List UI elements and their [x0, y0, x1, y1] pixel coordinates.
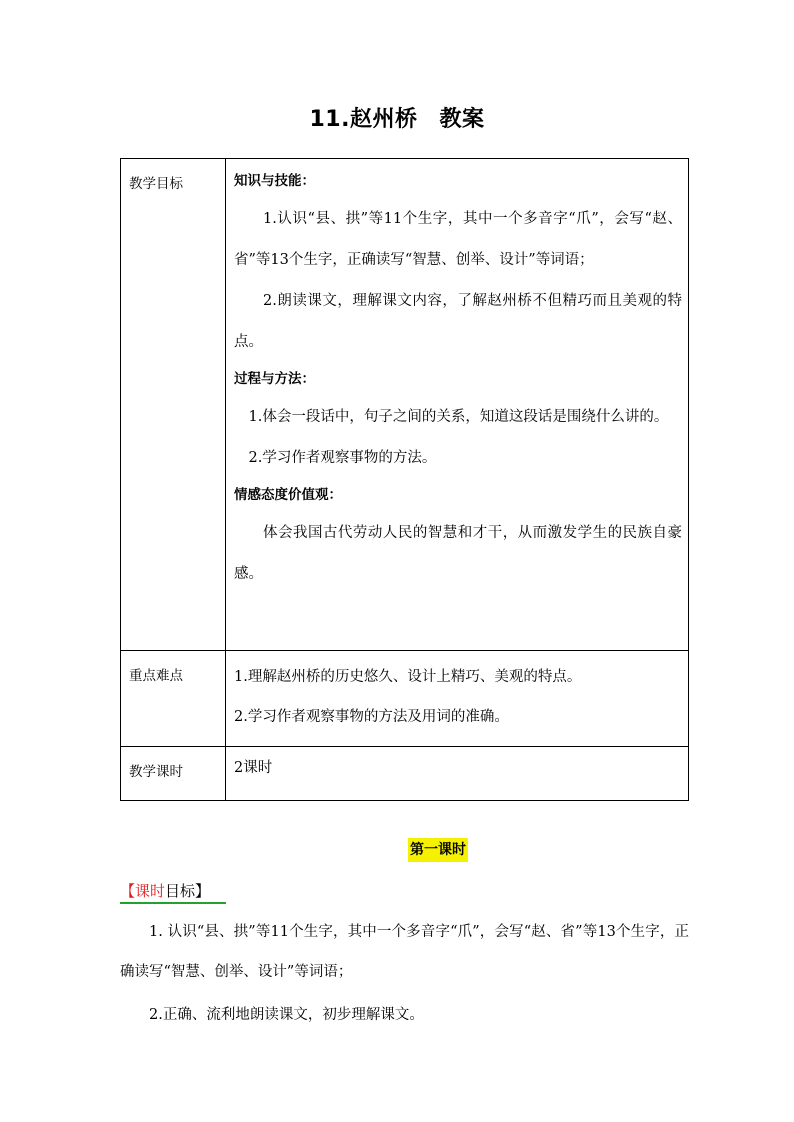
objectives-content — [226, 159, 689, 651]
title-number: 11. — [309, 107, 350, 132]
lesson-goal-1: 1. 认识“县、拱”等11个生字，其中一个多音字“爪”，会写“赵、省”等13个生字，正确读写“智慧、创举、设计”等词语； — [120, 924, 689, 980]
hours-content — [226, 747, 689, 801]
lesson-plan-table — [120, 158, 689, 801]
table-row-objectives — [121, 159, 689, 651]
process-heading: 过程与方法： — [234, 371, 315, 387]
goal-bracket-close: 】 — [195, 882, 211, 900]
objectives-label: 教学目标 — [121, 159, 226, 651]
knowledge-heading: 知识与技能： — [234, 173, 315, 189]
key-points-label: 重点难点 — [121, 651, 226, 747]
goal-label-red: 课时 — [135, 882, 166, 900]
knowledge-item-2: 2.朗读课文，理解课文内容，了解赵州桥不但精巧而且美观的特点。 — [234, 293, 682, 350]
emotion-heading: 情感态度价值观： — [234, 487, 342, 503]
lesson-goal-2: 2.正确、流利地朗读课文，初步理解课文。 — [149, 1007, 424, 1023]
title-suffix: 教案 — [439, 107, 485, 132]
goal-label-black: 目标 — [165, 882, 196, 900]
goal-bracket-open: 【 — [120, 882, 136, 900]
process-item-1: 1.体会一段话中，句子之间的关系，知道这段话是围绕什么讲的。 — [248, 409, 669, 425]
process-item-2: 2.学习作者观察事物的方法。 — [248, 450, 437, 466]
page-title — [0, 102, 794, 133]
goal-underline — [120, 902, 226, 904]
table-row-hours — [121, 747, 689, 801]
lesson-heading: 第一课时 — [408, 838, 468, 862]
knowledge-item-1: 1.认识“县、拱”等11个生字，其中一个多音字“爪”，会写“赵、省”等13个生字，正确读写“智慧、创举、设计”等词语； — [234, 211, 682, 268]
emotion-item-1: 体会我国古代劳动人民的智慧和才干，从而激发学生的民族自豪感。 — [234, 525, 682, 582]
hours-value: 2课时 — [234, 760, 273, 776]
key-point-1: 1.理解赵州桥的历史悠久、设计上精巧、美观的特点。 — [234, 669, 582, 685]
key-point-2: 2.学习作者观察事物的方法及用词的准确。 — [234, 709, 509, 725]
key-points-content — [226, 651, 689, 747]
title-name: 赵州桥 — [349, 107, 418, 132]
lesson-goal-label — [120, 880, 210, 902]
table-row-key-points — [121, 651, 689, 747]
hours-label: 教学课时 — [121, 747, 226, 801]
